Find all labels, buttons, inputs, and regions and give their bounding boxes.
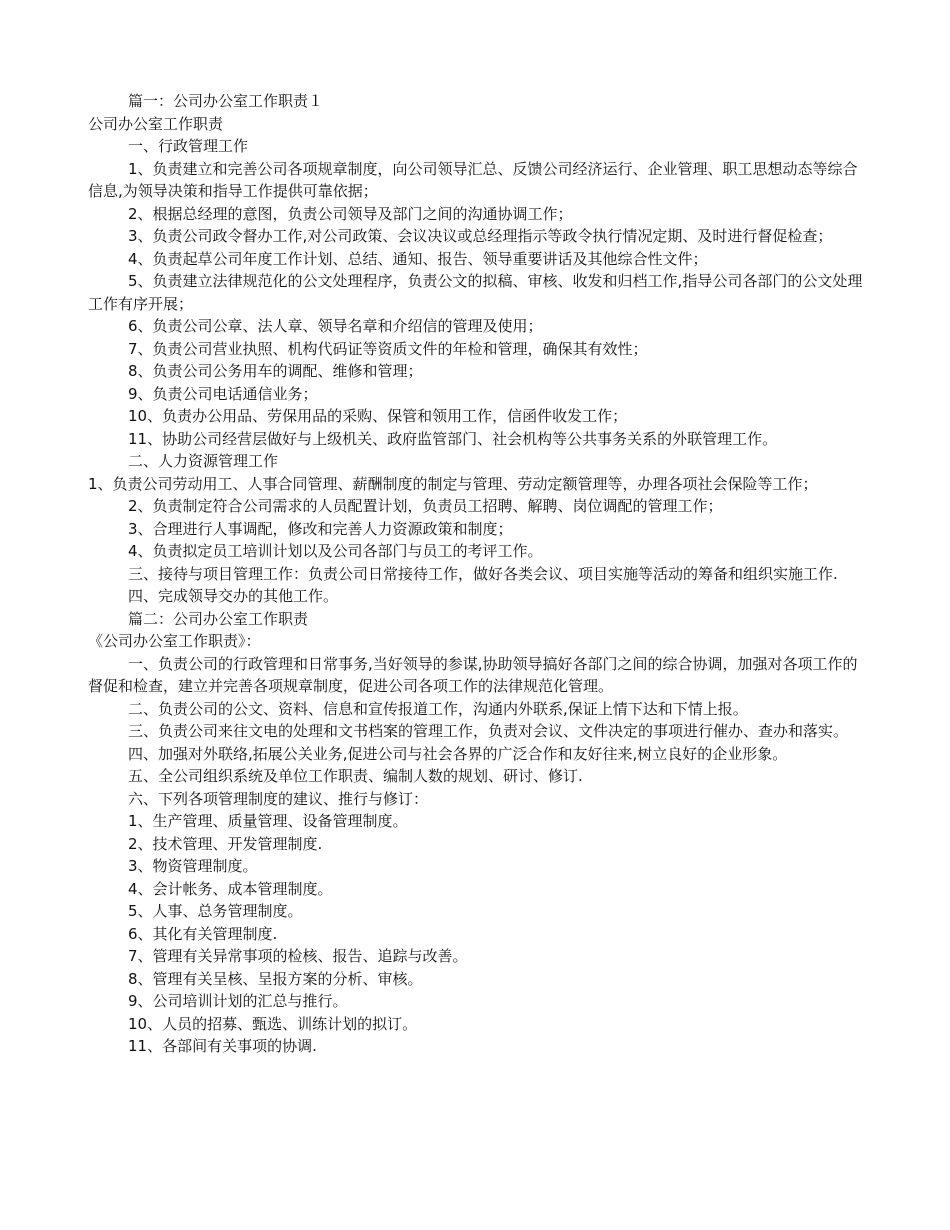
- text-line: 四、加强对外联络,拓展公关业务,促进公司与社会各界的广泛合作和友好往来,树立良好的企业形象。: [128, 744, 788, 763]
- text-line: 11、各部间有关事项的协调.: [128, 1037, 317, 1055]
- text-line: 8、管理有关呈核、呈报方案的分析、审核。: [128, 969, 423, 988]
- text-line: 二、人力资源管理工作: [128, 452, 279, 470]
- text-line: 9、公司培训计划的汇总与推行。: [128, 992, 348, 1010]
- text-line: 10、负责办公用品、劳保用品的采购、保管和领用工作，信函件收发工作；: [128, 407, 628, 425]
- text-line: 四、完成领导交办的其他工作。: [128, 587, 339, 605]
- text-line: 5、人事、总务管理制度。: [128, 902, 303, 920]
- text-line: 7、管理有关异常事项的检核、报告、追踪与改善。: [128, 947, 468, 965]
- text-line: 二、负责公司的公文、资料、信息和宣传报道工作，沟通内外联系,保证上情下达和下情上报。: [128, 699, 748, 718]
- text-line: 8、负责公司公务用车的调配、维修和管理；: [128, 362, 423, 380]
- text-line: 3、物资管理制度。: [128, 857, 258, 875]
- text-line: 3、负责公司政令督办工作,对公司政策、会议决议或总经理指示等政令执行情况定期、及时进行督促检查；: [128, 227, 833, 245]
- text-line: 1、负责公司劳动用工、人事合同管理、薪酬制度的制定与管理、劳动定额管理等，办理各项社会保险等工作；: [88, 474, 818, 493]
- text-line: 10、人员的招募、甄选、训练计划的拟订。: [128, 1014, 418, 1033]
- text-line: 五、全公司组织系统及单位工作职责、编制人数的规划、研讨、修订.: [128, 767, 583, 785]
- text-line: 篇二：公司办公室工作职责: [128, 609, 309, 628]
- document-page: [88, 90, 868, 1058]
- text-line: 《公司办公室工作职责》：: [88, 632, 261, 650]
- text-line: 2、根据总经理的意图，负责公司领导及部门之间的沟通协调工作；: [128, 204, 573, 223]
- text-line: 11、协助公司经营层做好与上级机关、政府监管部门、社会机构等公共事务关系的外联管理工作。: [128, 429, 778, 448]
- text-line: 一、行政管理工作: [128, 137, 249, 155]
- text-line: 4、负责拟定员工培训计划以及公司各部门与员工的考评工作。: [128, 542, 543, 560]
- text-line: 三、接待与项目管理工作：负责公司日常接待工作，做好各类会议、项目实施等活动的筹备和组织实施工作.: [128, 564, 838, 583]
- text-line: 篇一：公司办公室工作职责１: [128, 92, 324, 110]
- text-line: 6、负责公司公章、法人章、领导名章和介绍信的管理及使用；: [128, 317, 543, 335]
- text-line: 一、负责公司的行政管理和日常事务,当好领导的参谋,协助领导搞好各部门之间的综合协调，加强对各项工作的督促和检查，建立并完善各项规章制度，促进公司各项工作的法律规范化管理。: [88, 654, 858, 695]
- text-line: 5、负责建立法律规范化的公文处理程序，负责公文的拟稿、审核、收发和归档工作,指导公司各部门的公文处理工作有序开展；: [88, 272, 863, 313]
- text-line: 2、技术管理、开发管理制度.: [128, 834, 323, 853]
- text-line: 六、下列各项管理制度的建议、推行与修订：: [128, 789, 429, 808]
- text-line: 3、合理进行人事调配，修改和完善人力资源政策和制度；: [128, 519, 513, 538]
- text-line: 4、负责起草公司年度工作计划、总结、通知、报告、领导重要讲话及其他综合性文件；: [128, 249, 708, 268]
- text-line: 1、负责建立和完善公司各项规章制度，向公司领导汇总、反馈公司经济运行、企业管理、职工思想动态等综合信息,为领导决策和指导工作提供可靠依据；: [88, 159, 858, 200]
- text-line: 2、负责制定符合公司需求的人员配置计划，负责员工招聘、解聘、岗位调配的管理工作；: [128, 497, 723, 515]
- text-line: 公司办公室工作职责: [88, 114, 224, 133]
- text-line: 三、负责公司来往文电的处理和文书档案的管理工作，负责对会议、文件决定的事项进行催办、查办和落实。: [128, 722, 849, 740]
- text-line: 4、会计帐务、成本管理制度。: [128, 879, 333, 898]
- text-line: 6、其化有关管理制度.: [128, 924, 278, 943]
- text-line: 1、生产管理、质量管理、设备管理制度。: [128, 812, 408, 830]
- text-line: 9、负责公司电话通信业务；: [128, 384, 318, 403]
- text-line: 7、负责公司营业执照、机构代码证等资质文件的年检和管理，确保其有效性；: [128, 339, 648, 358]
